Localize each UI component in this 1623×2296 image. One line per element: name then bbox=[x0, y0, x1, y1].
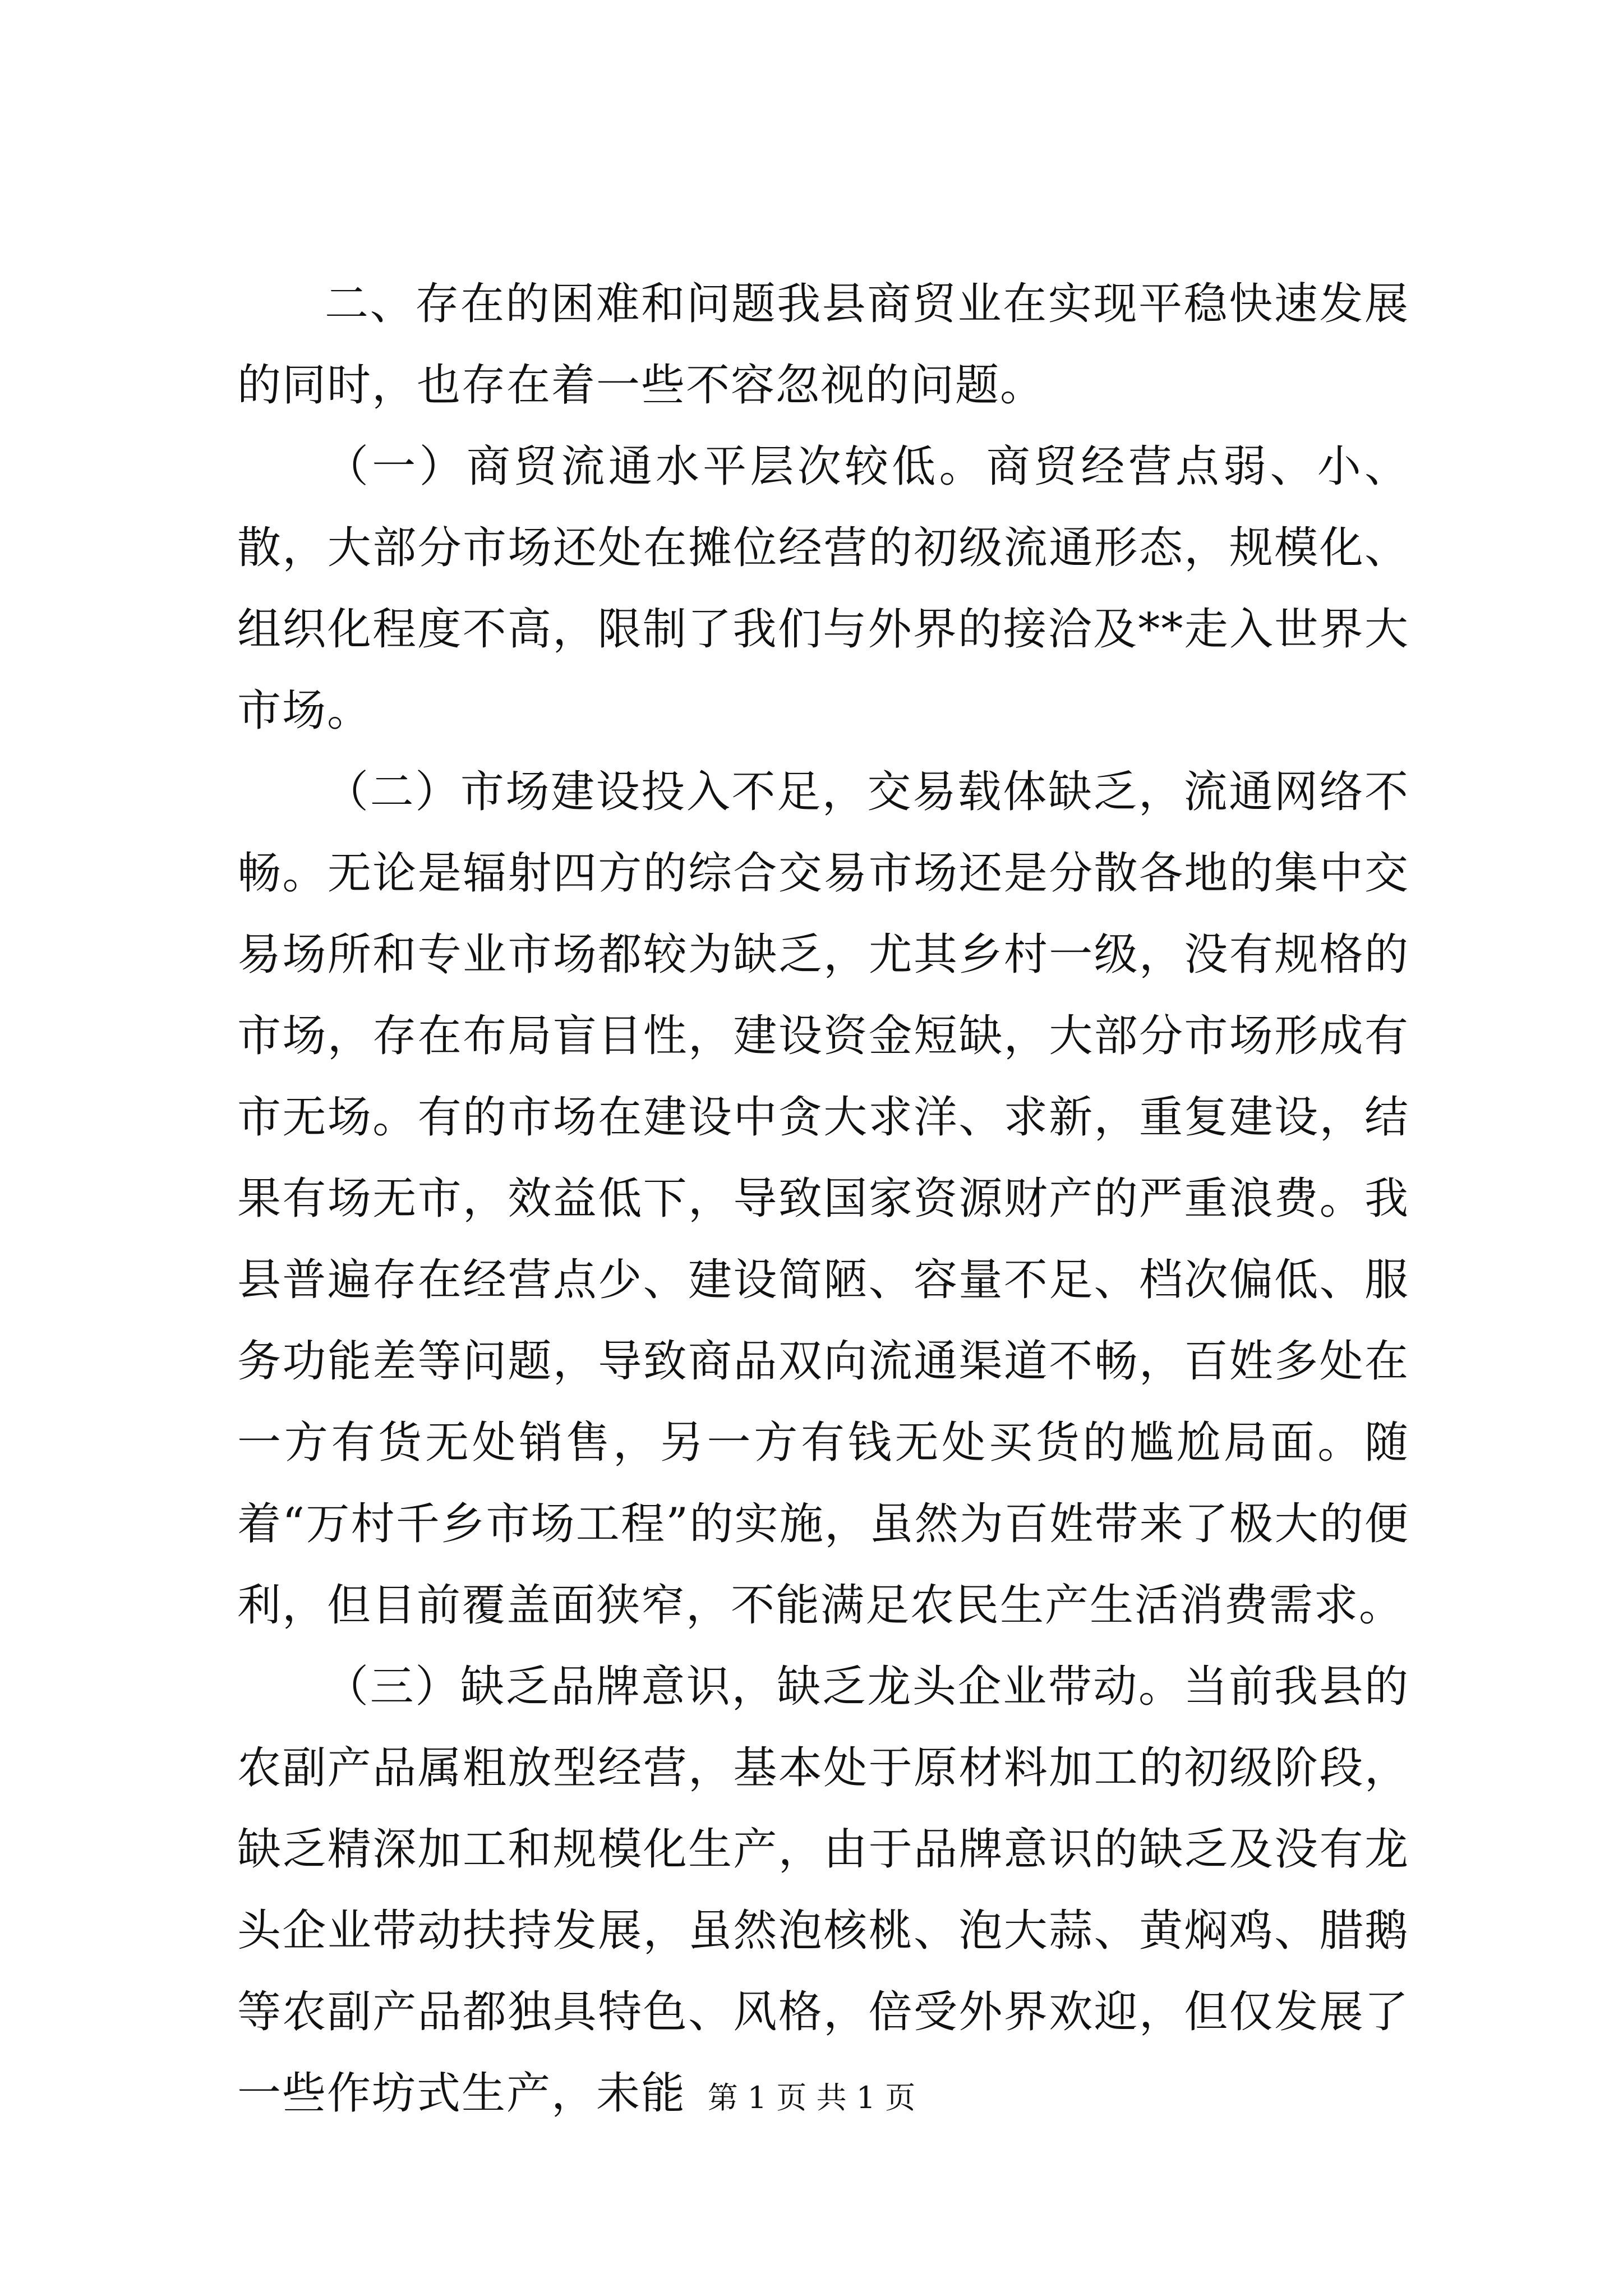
document-body bbox=[237, 264, 1409, 2134]
paragraph-item-three: （三）缺乏品牌意识，缺乏龙头企业带动。当前我县的农副产品属粗放型经营，基本处于原材料加工的初级阶段，缺乏精深加工和规模化生产，由于品牌意识的缺乏及没有龙头企业带动扶持发展，虽然泡核桃、泡大蒜、黄焖鸡、腊鹅等农副产品都独具特色、风格，倍受外界欢迎，但仅发展了一些作坊式生产，未能 bbox=[237, 1662, 1409, 2119]
page-footer bbox=[0, 2078, 1623, 2118]
paragraph-item-two: （二）市场建设投入不足，交易载体缺乏，流通网络不畅。无论是辐射四方的综合交易市场还是分散各地的集中交易场所和专业市场都较为缺乏，尤其乡村一级，没有规格的市场，存在布局盲目性，建设资金短缺，大部分市场形成有市无场。有的市场在建设中贪大求洋、求新，重复建设，结果有场无市，效益低下，导致国家资源财产的严重浪费。我县普遍存在经营点少、建设简陋、容量不足、档次偏低、服务功能差等问题，导致商品双向流通渠道不畅，百姓多处在一方有货无处销售，另一方有钱无处买货的尴尬局面。随着“万村千乡市场工程”的实施，虽然为百姓带来了极大的便利，但目前覆盖面狭窄，不能满足农民生产生活消费需求。 bbox=[237, 767, 1409, 1631]
page-number-label: 第 1 页 共 1 页 bbox=[707, 2080, 916, 2115]
paragraph-item-one: （一）商贸流通水平层次较低。商贸经营点弱、小、散，大部分市场还处在摊位经营的初级流通形态，规模化、组织化程度不高，限制了我们与外界的接洽及**走入世界大市场。 bbox=[237, 441, 1409, 736]
paragraph-section-two-intro: 二、存在的困难和问题我县商贸业在实现平稳快速发展的同时，也存在着一些不容忽视的问题。 bbox=[237, 279, 1409, 411]
